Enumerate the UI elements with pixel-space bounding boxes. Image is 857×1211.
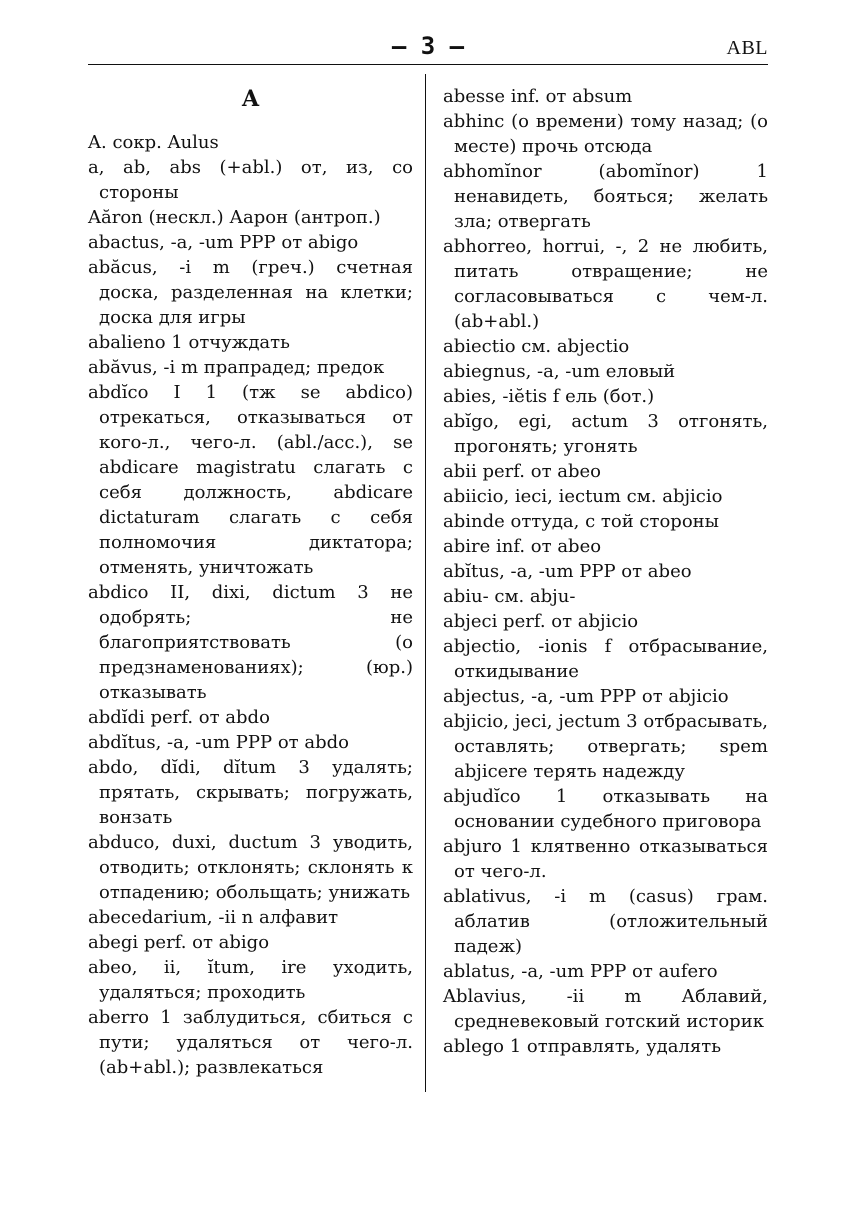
dictionary-entry: abactus, -a, -um PPP от abigo [88, 232, 359, 253]
dictionary-entry: abdĭdi perf. от abdo [88, 707, 270, 728]
dictionary-entry: abeo, ii, ĭtum, ire уходить, удаляться; проходить [88, 957, 413, 1003]
dictionary-entry: abinde оттуда, с той стороны [443, 511, 719, 532]
dictionary-entry: a, ab, abs (+abl.) от, из, со стороны [88, 157, 413, 203]
dictionary-entry: abjectus, -a, -um PPP от abjicio [443, 686, 729, 707]
section-letter-heading: A [241, 86, 260, 112]
dictionary-entry: A. сокр. Aulus [88, 132, 219, 153]
dictionary-entry: abdo, dĭdi, dĭtum 3 удалять; прятать, скрывать; погружать, вонзать [88, 757, 413, 828]
dictionary-entry: ablativus, -i m (casus) грам. аблатив (отложительный падеж) [443, 886, 768, 957]
dictionary-entry: abdĭco I 1 (тж se abdico) отрекаться, отказываться от кого-л., чего-л. (abl./acc.), se abdicare magistratu слагать с себя должность, abdicare dictaturam слагать с себя полномочия диктатора; отменять, уничтожать [88, 382, 413, 578]
dictionary-entry: abesse inf. от absum [443, 86, 633, 107]
dictionary-entry: abiicio, ieci, iectum см. abjicio [443, 486, 723, 507]
right-column [443, 84, 768, 1059]
dictionary-entry: Aăron (нескл.) Аарон (антроп.) [88, 207, 381, 228]
dictionary-entry: abĭgo, egi, actum 3 отгонять, прогонять; угонять [443, 411, 768, 457]
dictionary-entry: abĭtus, -a, -um PPP от abeo [443, 561, 692, 582]
dictionary-entry: abjectio, -ionis f отбрасывание, откидывание [443, 636, 768, 682]
right-entries [443, 84, 768, 1059]
dictionary-entry: abăvus, -i m прапрадед; предок [88, 357, 385, 378]
dictionary-entry: abjuro 1 клятвенно отказываться от чего-л. [443, 836, 768, 882]
dictionary-entry: abire inf. от abeo [443, 536, 602, 557]
dictionary-entry: abjeci perf. от abjicio [443, 611, 639, 632]
dictionary-entry: ablego 1 отправлять, удалять [443, 1036, 722, 1057]
dictionary-entry: abies, -iĕtis f ель (бот.) [443, 386, 655, 407]
dictionary-entry: abecedarium, -ii n алфавит [88, 907, 339, 928]
left-column [88, 84, 413, 1080]
column-divider [425, 74, 426, 1092]
page-header [88, 34, 768, 65]
dictionary-entry: ablatus, -a, -um PPP от aufero [443, 961, 718, 982]
dictionary-entry: abdico II, dixi, dictum 3 не одобрять; не благоприятствовать (о предзнаменованиях); (юр.) отказывать [88, 582, 413, 703]
dictionary-entry: abăcus, -i m (греч.) счетная доска, разделенная на клетки; доска для игры [88, 257, 413, 328]
dictionary-entry: abiectio см. abjectio [443, 336, 630, 357]
dictionary-entry: abiegnus, -a, -um еловый [443, 361, 676, 382]
running-head: ABL [726, 37, 768, 59]
dictionary-entry: abhomĭnor (abomĭnor) 1 ненавидеть, бояться; желать зла; отвергать [443, 161, 768, 232]
dictionary-entry: abjicio, jeci, jectum 3 отбрасывать, оставлять; отвергать; spem abjicere терять надежду [443, 711, 768, 782]
dictionary-entry: abduco, duxi, ductum 3 уводить, отводить; отклонять; склонять к отпадению; обольщать; унижать [88, 832, 413, 903]
dictionary-entry: Ablavius, -ii m Аблавий, средневековый готский историк [443, 986, 768, 1032]
page-number: – 3 – [391, 32, 465, 60]
dictionary-entry: abegi perf. от abigo [88, 932, 270, 953]
dictionary-entry: abiu- см. abju- [443, 586, 576, 607]
dictionary-entry: abhorreo, horrui, -, 2 не любить, питать отвращение; не согласовываться с чем-л. (ab+abl.) [443, 236, 768, 332]
dictionary-entry: abhinc (о времени) тому назад; (о месте) прочь отсюда [443, 111, 768, 157]
dictionary-entry: abii perf. от abeo [443, 461, 601, 482]
dictionary-entry: abdĭtus, -a, -um PPP от abdo [88, 732, 349, 753]
left-entries [88, 130, 413, 1080]
dictionary-entry: abalieno 1 отчуждать [88, 332, 290, 353]
dictionary-entry: aberro 1 заблудиться, сбиться с пути; удаляться от чего-л. (ab+abl.); развлекаться [88, 1007, 413, 1078]
dictionary-entry: abjudĭco 1 отказывать на основании судебного приговора [443, 786, 768, 832]
